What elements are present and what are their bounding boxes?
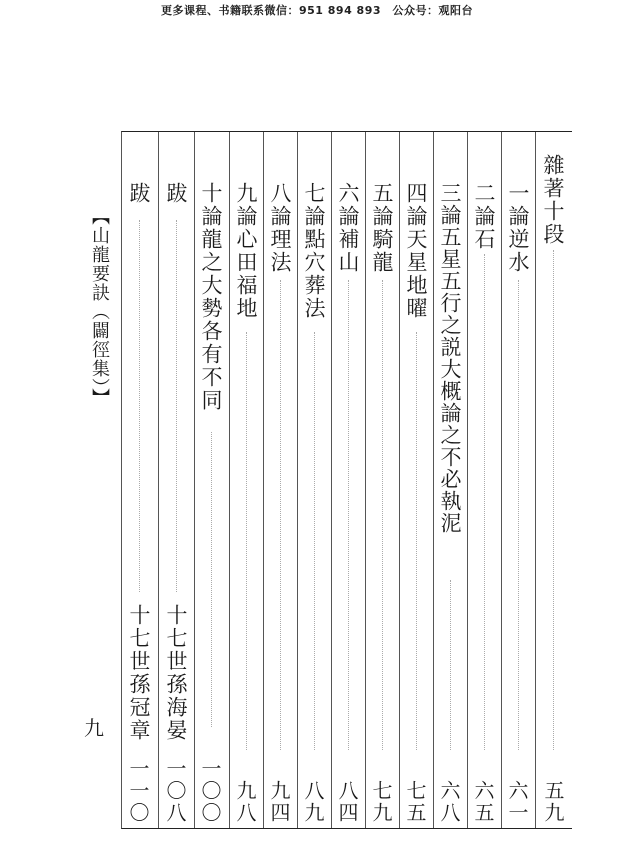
toc-entry-page: 一一〇 bbox=[126, 758, 150, 824]
toc-entry-page: 五九 bbox=[541, 780, 565, 824]
toc-entry-author: 十七世孫冠章 bbox=[127, 604, 151, 742]
top-banner: 更多课程、书籍联系微信：951 894 893 公众号：观阳台 bbox=[160, 4, 474, 17]
toc-entry-page: 八四 bbox=[335, 780, 359, 824]
toc-entry-title: 跋 bbox=[127, 182, 151, 205]
toc-entry-page: 九四 bbox=[267, 780, 291, 824]
toc-entry-page: 一〇〇 bbox=[198, 758, 222, 824]
toc-entry-title: 跋 bbox=[164, 182, 188, 205]
leader-dots bbox=[246, 332, 249, 750]
toc-entry-page: 七九 bbox=[369, 780, 393, 824]
toc-entry-title: 六論補山 bbox=[336, 182, 360, 274]
toc-entry-author: 十七世孫海晏 bbox=[164, 604, 188, 742]
toc-entry bbox=[467, 132, 502, 828]
toc-entry bbox=[297, 132, 332, 828]
leader-dots bbox=[176, 220, 179, 592]
toc-entry bbox=[229, 132, 264, 828]
toc-entry-title: 五論騎龍 bbox=[370, 182, 394, 274]
toc-entry bbox=[263, 132, 298, 828]
page-number: 九 bbox=[84, 716, 104, 740]
toc-entry-title: 七論點穴葬法 bbox=[302, 182, 326, 320]
toc-entry-page: 七五 bbox=[403, 780, 427, 824]
toc-entry bbox=[158, 132, 195, 828]
toc-entry-page: 一〇八 bbox=[163, 758, 187, 824]
leader-dots bbox=[484, 254, 487, 750]
leader-dots bbox=[553, 250, 556, 750]
toc-entry-title: 八論理法 bbox=[268, 182, 292, 274]
leader-dots bbox=[314, 332, 317, 750]
leader-dots bbox=[139, 220, 142, 592]
toc-entry bbox=[535, 132, 573, 828]
leader-dots bbox=[416, 332, 419, 750]
toc-entry bbox=[365, 132, 400, 828]
toc-entry bbox=[399, 132, 434, 828]
toc-entry bbox=[331, 132, 366, 828]
toc-entry bbox=[122, 132, 158, 828]
toc-entry-page: 八九 bbox=[301, 780, 325, 824]
toc-entry bbox=[501, 132, 536, 828]
toc-entry-title: 二論石 bbox=[472, 182, 496, 251]
toc-entry-title: 一論逆水 bbox=[506, 182, 530, 274]
leader-dots bbox=[382, 280, 385, 750]
toc-entry bbox=[433, 132, 468, 828]
leader-dots bbox=[280, 280, 283, 750]
leader-dots bbox=[211, 432, 214, 727]
toc-entry-page: 九八 bbox=[233, 780, 257, 824]
toc-entry-title: 九論心田福地 bbox=[234, 182, 258, 320]
toc-entry-title: 雜著十段 bbox=[541, 154, 565, 246]
toc-entry-page: 六一 bbox=[505, 780, 529, 824]
leader-dots bbox=[518, 280, 521, 750]
toc-entry-title: 三論五星五行之説大概論之不必執泥 bbox=[438, 182, 462, 534]
toc-entry-page: 六五 bbox=[471, 780, 495, 824]
toc-entry bbox=[194, 132, 230, 828]
toc-table bbox=[121, 131, 572, 829]
book-side-title: 【山龍要訣（闢徑集）】 bbox=[89, 207, 110, 407]
toc-entry-title: 十論龍之大勢各有不同 bbox=[199, 182, 223, 412]
leader-dots bbox=[348, 280, 351, 750]
toc-entry-title: 四論天星地曜 bbox=[404, 182, 428, 320]
leader-dots bbox=[450, 580, 453, 750]
toc-entry-page: 六八 bbox=[437, 780, 461, 824]
